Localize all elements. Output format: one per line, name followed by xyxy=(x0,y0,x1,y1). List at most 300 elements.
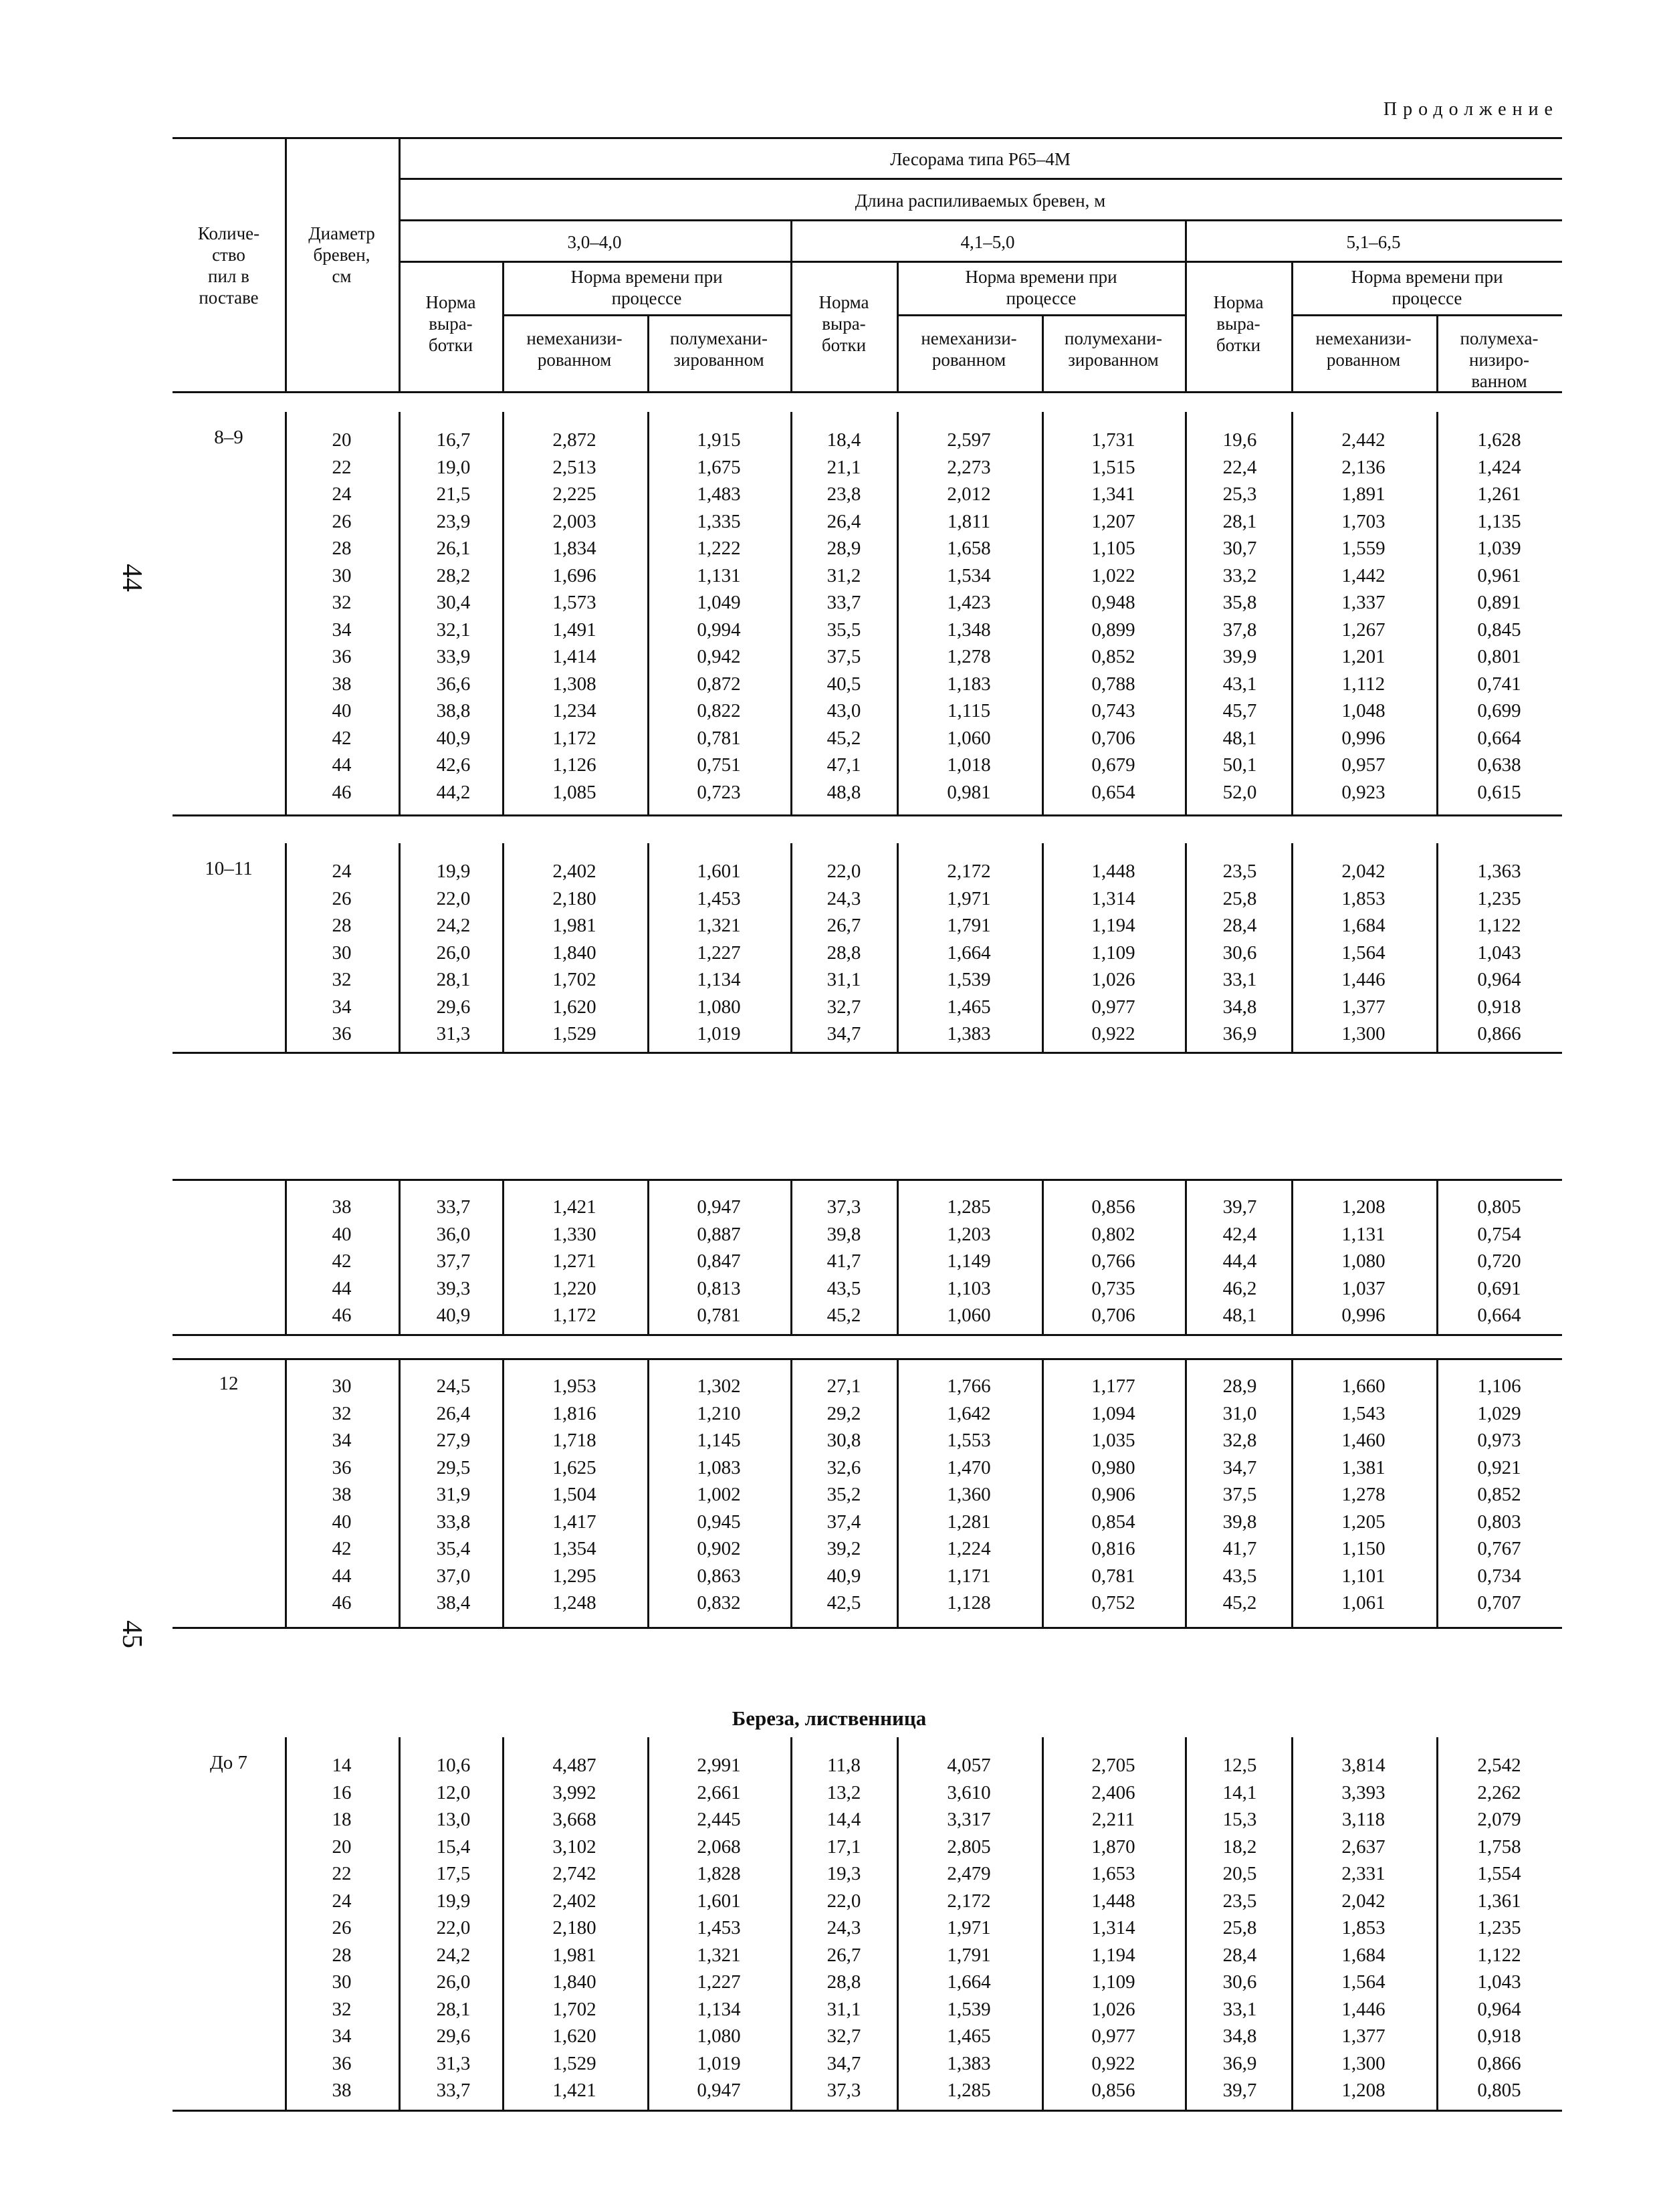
column-c3 xyxy=(697,1752,740,2104)
table-cell: 1,453 xyxy=(697,1917,741,1939)
table-cell: 1,314 xyxy=(1091,1917,1135,1939)
table-cell: 0,961 xyxy=(1477,564,1521,586)
table-cell: 33,1 xyxy=(1222,969,1257,990)
table-cell: 33,1 xyxy=(1222,1998,1257,2020)
table-cell: 35,8 xyxy=(1222,592,1257,613)
table-cell: 24 xyxy=(332,861,352,882)
table-cell: 0,803 xyxy=(1477,1511,1521,1533)
table-cell: 30,8 xyxy=(826,1430,861,1451)
table-cell: 22 xyxy=(332,456,352,478)
table-cell: 0,866 xyxy=(1477,1023,1521,1044)
block-top-rule xyxy=(173,1179,1562,1181)
column-rule xyxy=(897,1358,899,1627)
table-cell: 42 xyxy=(332,727,352,749)
table-cell: 28 xyxy=(332,538,352,559)
table-cell: 31,3 xyxy=(436,2052,471,2074)
table-cell: 0,947 xyxy=(697,2080,741,2101)
table-cell: 0,922 xyxy=(1091,1023,1135,1044)
table-cell: 1,302 xyxy=(697,1375,741,1397)
column-c4 xyxy=(827,1194,861,1329)
table-cell: 0,918 xyxy=(1477,2025,1521,2047)
range-2: 4,1–5,0 xyxy=(960,232,1015,252)
table-cell: 40,5 xyxy=(826,673,861,695)
table-cell: 1,573 xyxy=(552,592,596,613)
table-cell: 35,5 xyxy=(826,619,861,641)
column-c3 xyxy=(697,858,740,1048)
column-c5 xyxy=(947,858,990,1048)
block-bottom-rule xyxy=(173,1334,1562,1336)
table-cell: 1,103 xyxy=(947,1277,991,1299)
column-rule xyxy=(1042,1179,1044,1334)
column-rule xyxy=(1042,412,1044,814)
table-cell: 15,4 xyxy=(436,1836,471,1858)
table-cell: 31,1 xyxy=(826,969,861,990)
table-cell: 1,664 xyxy=(947,942,991,964)
column-diam xyxy=(332,1752,352,2104)
table-cell: 18,2 xyxy=(1222,1836,1257,1858)
table-cell: 1,642 xyxy=(947,1402,991,1424)
norm-time-2: Норма времени при процессе xyxy=(965,267,1117,308)
table-cell: 12,0 xyxy=(436,1781,471,1803)
column-c2 xyxy=(552,1194,596,1329)
table-cell: 28,1 xyxy=(436,1998,471,2020)
column-diam xyxy=(332,1373,352,1617)
table-cell: 1,278 xyxy=(947,646,991,667)
table-cell: 34,8 xyxy=(1222,2025,1257,2047)
column-rule xyxy=(1185,1179,1187,1334)
column-c7 xyxy=(1223,858,1257,1048)
table-cell: 39,8 xyxy=(1222,1511,1257,1533)
table-cell: 31,3 xyxy=(436,1023,471,1044)
table-cell: 45,2 xyxy=(1222,1592,1257,1614)
table-cell: 0,945 xyxy=(697,1511,741,1533)
table-cell: 3,814 xyxy=(1341,1755,1386,1776)
table-cell: 19,0 xyxy=(436,456,471,478)
table-cell: 1,201 xyxy=(1341,646,1386,667)
table-cell: 2,872 xyxy=(552,429,596,451)
column-rule xyxy=(1291,843,1293,1052)
table-cell: 16 xyxy=(332,1781,352,1803)
table-cell: 0,923 xyxy=(1341,781,1386,803)
table-cell: 34 xyxy=(332,619,352,641)
table-cell: 38 xyxy=(332,2080,352,2101)
table-cell: 0,887 xyxy=(697,1223,741,1245)
table-cell: 1,731 xyxy=(1091,429,1135,451)
table-cell: 1,194 xyxy=(1091,915,1135,936)
column-rule xyxy=(1436,843,1438,1052)
table-cell: 2,705 xyxy=(1091,1755,1135,1776)
table-cell: 1,465 xyxy=(947,996,991,1018)
column-rule xyxy=(790,1179,792,1334)
table-cell: 22,4 xyxy=(1222,456,1257,478)
column-rule xyxy=(1436,1358,1438,1627)
table-cell: 24,2 xyxy=(436,1944,471,1966)
table-cell: 30,6 xyxy=(1222,942,1257,964)
table-cell: 1,177 xyxy=(1091,1375,1135,1397)
table-cell: 32 xyxy=(332,1402,352,1424)
table-cell: 4,057 xyxy=(947,1755,991,1776)
table-cell: 2,597 xyxy=(947,429,991,451)
column-c7 xyxy=(1223,1752,1257,2104)
table-cell: 48,8 xyxy=(826,781,861,803)
table-cell: 3,393 xyxy=(1341,1781,1386,1803)
table-cell: 48,1 xyxy=(1222,727,1257,749)
table-cell: 1,220 xyxy=(552,1277,596,1299)
table-cell: 14,4 xyxy=(826,1809,861,1830)
nonmech-1: немеханизи- рованном xyxy=(526,328,623,370)
table-cell: 44,2 xyxy=(436,781,471,803)
table-cell: 30,7 xyxy=(1222,538,1257,559)
table-cell: 1,049 xyxy=(697,592,741,613)
table-cell: 1,417 xyxy=(552,1511,596,1533)
table-cell: 1,300 xyxy=(1341,1023,1386,1044)
table-cell: 1,421 xyxy=(552,2080,596,2101)
table-cell: 42,4 xyxy=(1222,1223,1257,1245)
table-cell: 37,7 xyxy=(436,1250,471,1272)
table-cell: 36,9 xyxy=(1222,1023,1257,1044)
table-cell: 26,4 xyxy=(826,510,861,532)
table-cell: 1,559 xyxy=(1341,538,1386,559)
table-cell: 1,354 xyxy=(552,1538,596,1559)
table-header xyxy=(173,137,1562,393)
table-cell: 39,7 xyxy=(1222,2080,1257,2101)
table-cell: 34,7 xyxy=(1222,1456,1257,1478)
table-cell: 1,718 xyxy=(552,1430,596,1451)
table-cell: 0,752 xyxy=(1091,1592,1135,1614)
table-cell: 1,448 xyxy=(1091,1890,1135,1912)
table-cell: 1,150 xyxy=(1341,1538,1386,1559)
table-cell: 37,4 xyxy=(826,1511,861,1533)
table-cell: 1,019 xyxy=(697,1023,741,1044)
table-cell: 40,9 xyxy=(436,727,471,749)
table-cell: 36,0 xyxy=(436,1223,471,1245)
table-cell: 50,1 xyxy=(1222,754,1257,776)
group-label: 10–11 xyxy=(205,858,253,879)
table-cell: 2,079 xyxy=(1477,1809,1521,1830)
table-cell: 16,7 xyxy=(436,429,471,451)
table-cell: 1,109 xyxy=(1091,942,1135,964)
table-cell: 3,317 xyxy=(947,1809,991,1830)
table-cell: 22,0 xyxy=(436,887,471,909)
table-cell: 1,361 xyxy=(1477,1890,1521,1912)
table-cell: 1,330 xyxy=(552,1223,596,1245)
table-cell: 32,1 xyxy=(436,619,471,641)
table-cell: 0,781 xyxy=(697,727,741,749)
table-cell: 22 xyxy=(332,1863,352,1884)
table-cell: 47,1 xyxy=(826,754,861,776)
table-cell: 2,637 xyxy=(1341,1836,1386,1858)
table-cell: 0,638 xyxy=(1477,754,1521,776)
table-cell: 21,5 xyxy=(436,483,471,505)
table-cell: 0,973 xyxy=(1477,1430,1521,1451)
table-cell: 0,706 xyxy=(1091,727,1135,749)
table-cell: 26,4 xyxy=(436,1402,471,1424)
table-cell: 10,6 xyxy=(436,1755,471,1776)
table-cell: 1,267 xyxy=(1341,619,1386,641)
table-cell: 1,022 xyxy=(1091,564,1135,586)
column-c4 xyxy=(827,1373,861,1617)
table-cell: 1,205 xyxy=(1341,1511,1386,1533)
table-cell: 1,048 xyxy=(1341,700,1386,722)
table-cell: 3,102 xyxy=(552,1836,596,1858)
table-cell: 1,971 xyxy=(947,1917,991,1939)
table-cell: 46,2 xyxy=(1222,1277,1257,1299)
table-cell: 1,363 xyxy=(1477,861,1521,882)
table-cell: 42,5 xyxy=(826,1592,861,1614)
table-cell: 0,723 xyxy=(697,781,741,803)
semimech-3: полумеха- низиро- ванном xyxy=(1460,328,1539,391)
column-rule xyxy=(897,1179,899,1334)
table-cell: 1,222 xyxy=(697,538,741,559)
table-cell: 27,1 xyxy=(826,1375,861,1397)
column-rule xyxy=(502,1179,504,1334)
column-rule xyxy=(1185,843,1187,1052)
column-c6 xyxy=(1091,858,1135,1048)
table-cell: 36,6 xyxy=(436,673,471,695)
column-rule xyxy=(790,1358,792,1627)
table-cell: 1,080 xyxy=(697,996,741,1018)
table-cell: 1,791 xyxy=(947,915,991,936)
column-rule xyxy=(647,1358,649,1627)
table-cell: 40 xyxy=(332,1511,352,1533)
table-cell: 1,381 xyxy=(1341,1456,1386,1478)
column-rule xyxy=(1436,412,1438,814)
nonmech-3: немеханизи- рованном xyxy=(1315,328,1412,370)
table-cell: 1,135 xyxy=(1477,510,1521,532)
table-cell: 26,7 xyxy=(826,915,861,936)
column-c9 xyxy=(1477,1373,1521,1617)
table-cell: 28,9 xyxy=(826,538,861,559)
table-cell: 1,702 xyxy=(552,969,596,990)
table-cell: 29,6 xyxy=(436,2025,471,2047)
semimech-2: полумехани- зированном xyxy=(1065,328,1162,370)
table-cell: 1,026 xyxy=(1091,969,1135,990)
column-rule xyxy=(1291,1179,1293,1334)
table-cell: 29,6 xyxy=(436,996,471,1018)
table-cell: 44 xyxy=(332,1565,352,1587)
column-c3 xyxy=(697,1373,740,1617)
table-cell: 1,601 xyxy=(697,1890,741,1912)
column-c2 xyxy=(552,427,596,806)
table-cell: 11,8 xyxy=(827,1755,861,1776)
table-cell: 23,5 xyxy=(1222,1890,1257,1912)
table-cell: 18 xyxy=(332,1809,352,1830)
table-cell: 0,767 xyxy=(1477,1538,1521,1559)
table-cell: 1,625 xyxy=(552,1456,596,1478)
table-cell: 1,515 xyxy=(1091,456,1135,478)
table-cell: 2,402 xyxy=(552,861,596,882)
column-c6 xyxy=(1091,1752,1135,2104)
table-cell: 1,134 xyxy=(697,969,741,990)
column-c6 xyxy=(1091,427,1135,806)
table-cell: 4,487 xyxy=(552,1755,596,1776)
column-rule xyxy=(1185,412,1187,814)
table-cell: 32,8 xyxy=(1222,1430,1257,1451)
table-cell: 37,3 xyxy=(826,1196,861,1218)
table-cell: 1,601 xyxy=(697,861,741,882)
table-cell: 19,9 xyxy=(436,1890,471,1912)
table-cell: 30,4 xyxy=(436,592,471,613)
table-cell: 44,4 xyxy=(1222,1250,1257,1272)
table-cell: 1,421 xyxy=(552,1196,596,1218)
table-cell: 1,377 xyxy=(1341,996,1386,1018)
column-c1 xyxy=(437,1373,471,1617)
table-cell: 1,424 xyxy=(1477,456,1521,478)
table-cell: 32 xyxy=(332,1998,352,2020)
table-cell: 28,9 xyxy=(1222,1375,1257,1397)
table-cell: 28,8 xyxy=(826,942,861,964)
block-bottom-rule xyxy=(173,2110,1562,2112)
table-cell: 0,766 xyxy=(1091,1250,1135,1272)
table-cell: 41,7 xyxy=(1222,1538,1257,1559)
table-cell: 20 xyxy=(332,429,352,451)
table-cell: 1,534 xyxy=(947,564,991,586)
table-cell: 26 xyxy=(332,887,352,909)
table-cell: 1,870 xyxy=(1091,1836,1135,1858)
table-cell: 0,664 xyxy=(1477,1305,1521,1326)
table-cell: 1,337 xyxy=(1341,592,1386,613)
table-cell: 1,483 xyxy=(697,483,741,505)
column-c1 xyxy=(437,427,471,806)
table-cell: 39,9 xyxy=(1222,646,1257,667)
column-rule xyxy=(897,412,899,814)
table-cell: 1,811 xyxy=(947,510,991,532)
table-cell: 1,348 xyxy=(947,619,991,641)
table-cell: 42 xyxy=(332,1250,352,1272)
table-cell: 1,360 xyxy=(947,1484,991,1505)
table-cell: 1,377 xyxy=(1341,2025,1386,2047)
table-cell: 2,042 xyxy=(1341,1890,1386,1912)
table-cell: 1,314 xyxy=(1091,887,1135,909)
column-rule xyxy=(399,1737,401,2110)
table-cell: 36 xyxy=(332,1023,352,1044)
table-cell: 1,414 xyxy=(552,646,596,667)
table-cell: 0,754 xyxy=(1477,1223,1521,1245)
table-cell: 2,442 xyxy=(1341,429,1386,451)
column-c8 xyxy=(1341,1194,1385,1329)
table-cell: 1,207 xyxy=(1091,510,1135,532)
table-cell: 1,816 xyxy=(552,1402,596,1424)
column-rule xyxy=(1436,1179,1438,1334)
table-cell: 0,942 xyxy=(697,646,741,667)
table-cell: 1,321 xyxy=(697,1944,741,1966)
table-cell: 0,707 xyxy=(1477,1592,1521,1614)
table-cell: 2,513 xyxy=(552,456,596,478)
column-rule xyxy=(399,1358,401,1627)
column-c1 xyxy=(437,1752,471,2104)
table-cell: 30,6 xyxy=(1222,1971,1257,1993)
table-cell: 15,3 xyxy=(1222,1809,1257,1830)
table-cell: 28,4 xyxy=(1222,1944,1257,1966)
table-cell: 45,7 xyxy=(1222,700,1257,722)
table-cell: 30 xyxy=(332,564,352,586)
table-cell: 1,018 xyxy=(947,754,991,776)
table-cell: 26,7 xyxy=(826,1944,861,1966)
column-c5 xyxy=(947,427,990,806)
table-cell: 34 xyxy=(332,996,352,1018)
table-cell: 1,981 xyxy=(552,1944,596,1966)
column-diam xyxy=(332,1194,352,1329)
column-c6 xyxy=(1091,1373,1135,1617)
table-cell: 52,0 xyxy=(1222,781,1257,803)
column-c6 xyxy=(1091,1194,1135,1329)
column-c4 xyxy=(827,858,861,1048)
col-header-diam: Диаметр бревен, см xyxy=(308,223,375,286)
table-cell: 14,1 xyxy=(1222,1781,1257,1803)
table-cell: 28 xyxy=(332,1944,352,1966)
table-cell: 0,957 xyxy=(1341,754,1386,776)
table-cell: 28,1 xyxy=(1222,510,1257,532)
table-cell: 1,470 xyxy=(947,1456,991,1478)
table-cell: 42 xyxy=(332,1538,352,1559)
table-cell: 1,341 xyxy=(1091,483,1135,505)
column-rule xyxy=(285,412,287,814)
column-rule xyxy=(285,843,287,1052)
table-cell: 23,5 xyxy=(1222,861,1257,882)
table-cell: 39,3 xyxy=(436,1277,471,1299)
table-cell: 1,383 xyxy=(947,1023,991,1044)
table-cell: 22,0 xyxy=(826,1890,861,1912)
table-cell: 2,742 xyxy=(552,1863,596,1884)
table-cell: 1,321 xyxy=(697,915,741,936)
column-rule xyxy=(647,1179,649,1334)
column-c9 xyxy=(1477,858,1521,1048)
table-cell: 0,866 xyxy=(1477,2052,1521,2074)
column-c5 xyxy=(947,1373,990,1617)
table-cell: 1,060 xyxy=(947,1305,991,1326)
table-cell: 24 xyxy=(332,1890,352,1912)
table-cell: 41,7 xyxy=(826,1250,861,1272)
table-cell: 1,235 xyxy=(1477,887,1521,909)
table-cell: 1,658 xyxy=(947,538,991,559)
table-cell: 39,2 xyxy=(826,1538,861,1559)
table-cell: 28 xyxy=(332,915,352,936)
table-cell: 1,172 xyxy=(552,727,596,749)
block-bottom-rule xyxy=(173,814,1562,816)
table-cell: 14 xyxy=(332,1755,352,1776)
table-cell: 30 xyxy=(332,1375,352,1397)
table-cell: 0,845 xyxy=(1477,619,1521,641)
table-cell: 12,5 xyxy=(1222,1755,1257,1776)
column-c4 xyxy=(827,427,861,806)
norm-output-2: Норма выра- ботки xyxy=(818,292,869,355)
sawmill-title: Лесорама типа Р65–4М xyxy=(890,149,1071,169)
table-cell: 17,5 xyxy=(436,1863,471,1884)
table-cell: 30 xyxy=(332,1971,352,1993)
table-cell: 1,554 xyxy=(1477,1863,1521,1884)
block-top-rule xyxy=(173,1358,1562,1360)
column-rule xyxy=(502,412,504,814)
table-cell: 1,383 xyxy=(947,2052,991,2074)
column-rule xyxy=(897,1737,899,2110)
table-cell: 1,134 xyxy=(697,1998,741,2020)
table-cell: 1,145 xyxy=(697,1430,741,1451)
table-cell: 0,615 xyxy=(1477,781,1521,803)
table-cell: 1,131 xyxy=(1341,1223,1386,1245)
column-c8 xyxy=(1341,427,1385,806)
table-cell: 1,840 xyxy=(552,1971,596,1993)
table-cell: 28,8 xyxy=(826,1971,861,1993)
table-cell: 1,703 xyxy=(1341,510,1386,532)
table-cell: 38,8 xyxy=(436,700,471,722)
column-rule xyxy=(285,1737,287,2110)
table-cell: 1,281 xyxy=(947,1511,991,1533)
table-cell: 2,331 xyxy=(1341,1863,1386,1884)
table-cell: 1,131 xyxy=(697,564,741,586)
table-cell: 33,7 xyxy=(436,1196,471,1218)
table-cell: 1,029 xyxy=(1477,1402,1521,1424)
table-cell: 30 xyxy=(332,942,352,964)
